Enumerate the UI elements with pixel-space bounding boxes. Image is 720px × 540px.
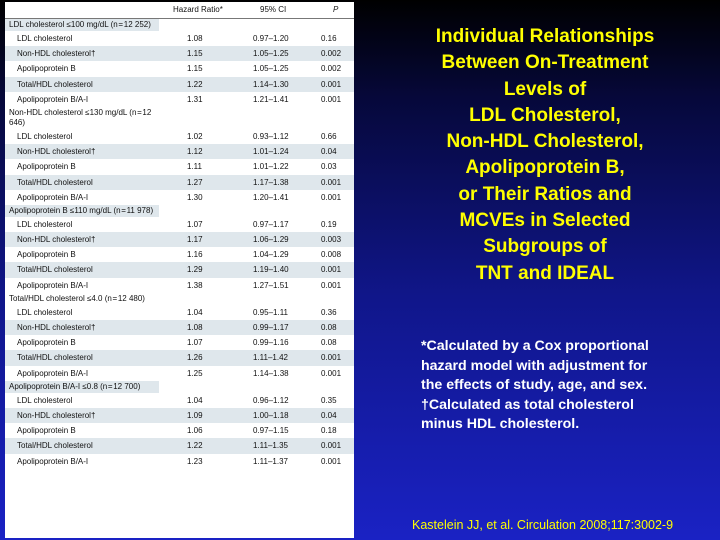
row-ci: 1.11–1.42: [253, 353, 288, 363]
group-label: Non-HDL cholesterol ≤130 mg/dL (n = 12 646): [9, 107, 152, 127]
row-hazard-ratio: 1.22: [187, 441, 203, 451]
title-line: Non-HDL Cholesterol,: [446, 131, 644, 153]
row-variable: Non-HDL cholesterol†: [17, 410, 96, 420]
row-hazard-ratio: 1.09: [187, 410, 203, 420]
title-line: TNT and IDEAL: [475, 262, 615, 284]
row-hazard-ratio: 1.07: [187, 219, 203, 229]
row-variable: Total/HDL cholesterol: [17, 265, 93, 275]
title-line: LDL Cholesterol,: [469, 104, 621, 126]
row-hazard-ratio: 1.04: [187, 307, 203, 317]
row-p-value: 0.04: [321, 147, 337, 157]
data-table: [5, 2, 354, 538]
row-p-value: 0.001: [321, 94, 342, 104]
title-line: Between On-Treatment: [441, 52, 649, 74]
row-hazard-ratio: 1.17: [187, 235, 203, 245]
row-ci: 1.11–1.37: [253, 456, 288, 466]
row-ci: 0.99–1.16: [253, 338, 289, 348]
row-ci: 0.97–1.20: [253, 34, 289, 43]
footnote-line: †Calculated as total cholesterol: [421, 396, 634, 413]
row-ci: 1.19–1.40: [253, 265, 289, 275]
title-line: Subgroups of: [483, 236, 607, 258]
footnote-line: *Calculated by a Cox proportional: [421, 338, 649, 354]
row-variable: Apolipoprotein B: [17, 162, 76, 172]
row-ci: 0.95–1.11: [253, 307, 288, 317]
row-p-value: 0.001: [321, 456, 342, 466]
title-line: MCVEs in Selected: [459, 210, 631, 232]
row-hazard-ratio: 1.22: [187, 79, 203, 89]
table-row: [5, 305, 354, 320]
row-ci: 1.06–1.29: [253, 235, 289, 245]
row-p-value: 0.002: [321, 64, 342, 74]
group-label: Total/HDL cholesterol ≤4.0 (n = 12 480): [9, 293, 145, 303]
row-hazard-ratio: 1.23: [187, 456, 203, 466]
table-row: [5, 190, 354, 205]
row-hazard-ratio: 1.27: [187, 177, 203, 187]
row-p-value: 0.001: [321, 368, 342, 378]
table-header: [5, 2, 354, 19]
row-ci: 1.11–1.35: [253, 441, 288, 451]
table-row: [5, 438, 354, 453]
row-p-value: 0.35: [321, 395, 337, 405]
table-row: [5, 217, 354, 232]
group-header: [5, 19, 354, 31]
row-variable: Non-HDL cholesterol†: [17, 235, 96, 245]
row-ci: 1.21–1.41: [253, 94, 289, 104]
row-variable: Non-HDL cholesterol†: [17, 49, 96, 59]
row-variable: Apolipoprotein B: [17, 250, 76, 260]
row-p-value: 0.04: [321, 410, 337, 420]
row-p-value: 0.001: [321, 192, 342, 202]
row-variable: Total/HDL cholesterol: [17, 353, 93, 363]
footnote-line: hazard model with adjustment for: [421, 357, 648, 374]
footnotes: [421, 337, 711, 435]
row-variable: Apolipoprotein B/A-I: [17, 94, 89, 104]
row-p-value: 0.16: [321, 34, 337, 43]
row-hazard-ratio: 1.15: [187, 49, 203, 59]
table-row: [5, 175, 354, 190]
row-variable: Apolipoprotein B: [17, 426, 76, 436]
title-line: Individual Relationships: [435, 26, 655, 47]
row-hazard-ratio: 1.02: [187, 131, 203, 141]
row-hazard-ratio: 1.16: [187, 250, 203, 260]
group-header: [5, 381, 354, 393]
row-hazard-ratio: 1.25: [187, 368, 203, 378]
row-p-value: 0.001: [321, 79, 342, 89]
row-variable: LDL cholesterol: [17, 219, 73, 229]
table-row: [5, 454, 354, 469]
row-ci: 0.97–1.17: [253, 219, 289, 229]
row-ci: 1.14–1.30: [253, 79, 289, 89]
row-p-value: 0.002: [321, 49, 342, 59]
group-label: Apolipoprotein B ≤110 mg/dL (n = 11 978): [5, 205, 159, 217]
row-p-value: 0.19: [321, 219, 337, 229]
table-row: [5, 144, 354, 159]
row-ci: 1.05–1.25: [253, 64, 289, 74]
row-hazard-ratio: 1.12: [187, 147, 203, 157]
row-hazard-ratio: 1.15: [187, 64, 203, 74]
table-row: [5, 92, 354, 107]
row-ci: 1.20–1.41: [253, 192, 289, 202]
row-variable: LDL cholesterol: [17, 395, 73, 405]
row-p-value: 0.008: [321, 250, 342, 260]
row-variable: Apolipoprotein B: [17, 64, 76, 74]
row-variable: Total/HDL cholesterol: [17, 177, 93, 187]
row-ci: 0.97–1.15: [253, 426, 289, 436]
row-variable: Apolipoprotein B/A-I: [17, 192, 89, 202]
table-row: [5, 46, 354, 61]
row-variable: LDL cholesterol: [17, 131, 73, 141]
table-row: [5, 232, 354, 247]
row-hazard-ratio: 1.31: [187, 94, 203, 104]
table-row: [5, 31, 354, 46]
row-hazard-ratio: 1.08: [187, 34, 203, 43]
row-variable: LDL cholesterol: [17, 34, 73, 43]
row-p-value: 0.08: [321, 323, 337, 332]
footnote-line: minus HDL cholesterol.: [421, 416, 580, 432]
group-header: [5, 205, 354, 217]
row-hazard-ratio: 1.30: [187, 192, 203, 202]
row-ci: 1.14–1.38: [253, 368, 289, 378]
row-ci: 0.96–1.12: [253, 395, 289, 405]
group-header: [5, 107, 354, 129]
table-row: [5, 393, 354, 408]
row-p-value: 0.08: [321, 338, 337, 348]
footnote-line: the effects of study, age, and sex.: [421, 377, 648, 393]
table-row: [5, 262, 354, 277]
row-variable: Total/HDL cholesterol: [17, 79, 93, 89]
header-hazard-ratio: Hazard Ratio*: [173, 5, 223, 14]
row-p-value: 0.001: [321, 280, 342, 290]
table-row: [5, 320, 354, 335]
citation: Kastelein JJ, et al. Circulation 2008;117:3002-9: [412, 518, 674, 532]
table-body: [5, 19, 354, 469]
row-ci: 0.99–1.17: [253, 323, 289, 332]
row-p-value: 0.36: [321, 307, 337, 317]
table-row: [5, 247, 354, 262]
table-row: [5, 129, 354, 144]
row-ci: 1.27–1.51: [253, 280, 289, 290]
row-hazard-ratio: 1.38: [187, 280, 203, 290]
slide-title: [372, 24, 718, 287]
row-ci: 1.01–1.22: [253, 162, 289, 172]
row-p-value: 0.001: [321, 353, 342, 363]
row-hazard-ratio: 1.07: [187, 338, 203, 348]
header-ci: 95% CI: [260, 5, 287, 14]
row-variable: Non-HDL cholesterol†: [17, 147, 96, 157]
row-p-value: 0.003: [321, 235, 342, 245]
row-ci: 1.04–1.29: [253, 250, 289, 260]
title-line: Apolipoprotein B,: [465, 157, 625, 179]
row-p-value: 0.03: [321, 162, 337, 172]
row-variable: Apolipoprotein B/A-I: [17, 368, 89, 378]
table-row: [5, 366, 354, 381]
header-p: P: [333, 5, 339, 14]
title-line: Levels of: [503, 78, 587, 100]
row-p-value: 0.001: [321, 441, 342, 451]
row-hazard-ratio: 1.29: [187, 265, 203, 275]
row-p-value: 0.66: [321, 131, 337, 141]
row-ci: 1.17–1.38: [253, 177, 289, 187]
group-label: Apolipoprotein B/A-I ≤0.8 (n = 12 700): [5, 381, 159, 393]
row-variable: Non-HDL cholesterol†: [17, 323, 96, 332]
row-variable: Apolipoprotein B/A-I: [17, 456, 89, 466]
row-variable: LDL cholesterol: [17, 307, 73, 317]
row-ci: 1.05–1.25: [253, 49, 289, 59]
table-row: [5, 278, 354, 293]
row-p-value: 0.18: [321, 426, 337, 436]
table-row: [5, 408, 354, 423]
row-hazard-ratio: 1.04: [187, 395, 203, 405]
table-row: [5, 61, 354, 76]
row-ci: 0.93–1.12: [253, 131, 289, 141]
table-row: [5, 350, 354, 365]
row-variable: Apolipoprotein B/A-I: [17, 280, 89, 290]
row-p-value: 0.001: [321, 265, 342, 275]
table-row: [5, 335, 354, 350]
row-p-value: 0.001: [321, 177, 342, 187]
table-row: [5, 159, 354, 174]
title-line: or Their Ratios and: [458, 183, 632, 205]
table-row: [5, 77, 354, 92]
group-label: LDL cholesterol ≤100 mg/dL (n = 12 252): [5, 19, 159, 31]
row-variable: Apolipoprotein B: [17, 338, 76, 348]
group-header: [5, 293, 354, 305]
row-hazard-ratio: 1.26: [187, 353, 203, 363]
row-hazard-ratio: 1.06: [187, 426, 203, 436]
row-hazard-ratio: 1.08: [187, 323, 203, 332]
table-row: [5, 423, 354, 438]
row-hazard-ratio: 1.11: [187, 162, 202, 172]
row-ci: 1.01–1.24: [253, 147, 289, 157]
row-ci: 1.00–1.18: [253, 410, 289, 420]
row-variable: Total/HDL cholesterol: [17, 441, 93, 451]
